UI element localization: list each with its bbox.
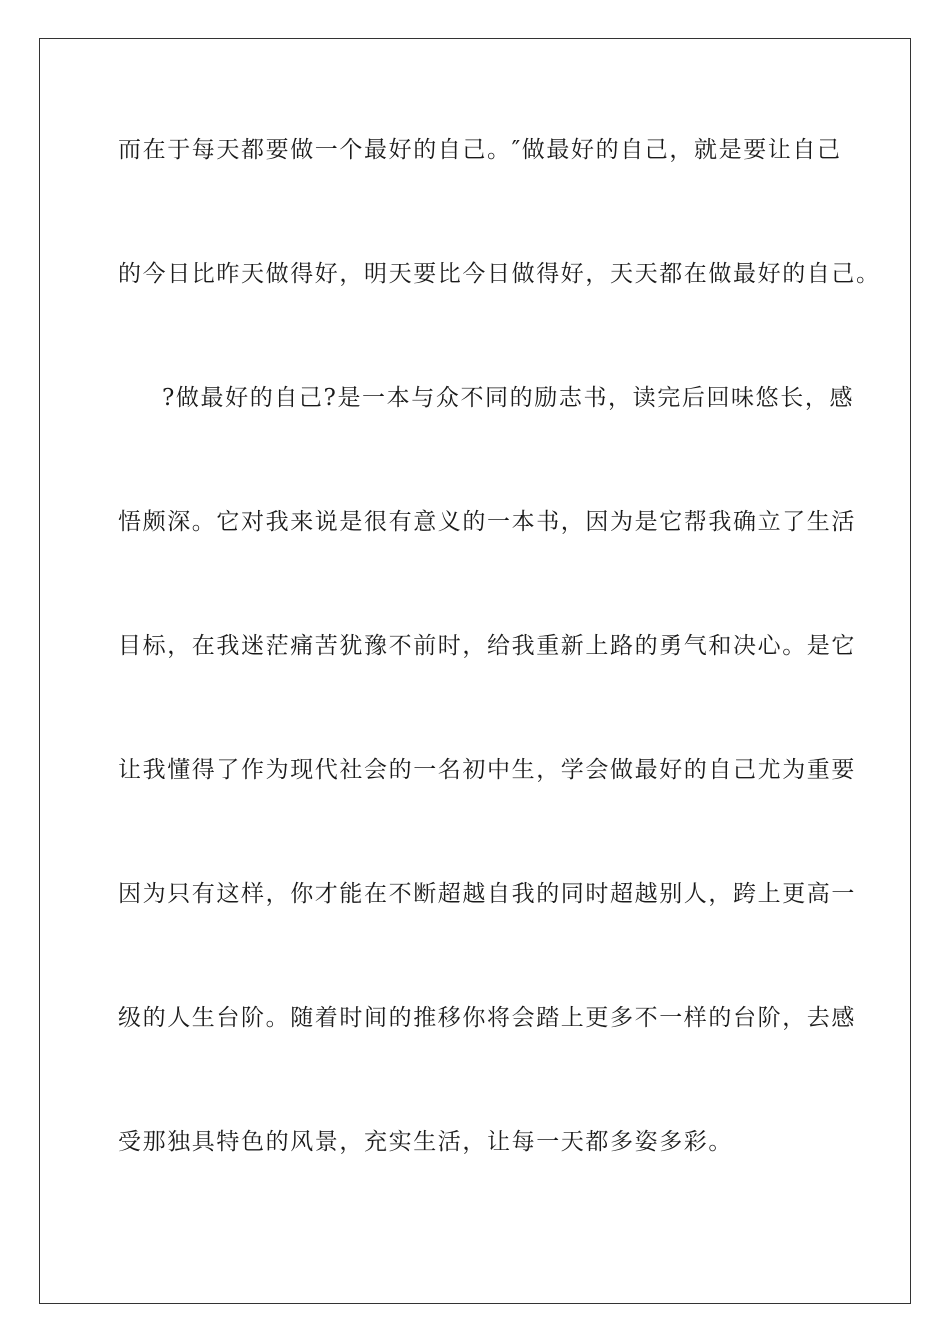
text-line-8: 级的人生台阶。随着时间的推移你将会踏上更多不一样的台阶，去感: [118, 1005, 856, 1031]
text-line-1: 而在于每天都要做一个最好的自己。″做最好的自己，就是要让自己: [118, 137, 842, 163]
text-line-7: 因为只有这样，你才能在不断超越自我的同时超越别人，跨上更高一: [118, 881, 856, 907]
text-line-9: 受那独具特色的风景，充实生活，让每一天都多姿多彩。: [118, 1129, 733, 1155]
text-line-5: 目标，在我迷茫痛苦犹豫不前时，给我重新上路的勇气和决心。是它: [118, 633, 856, 659]
text-line-2: 的今日比昨天做得好，明天要比今日做得好，天天都在做最好的自己。: [118, 261, 881, 287]
paragraph-start-line: ?做最好的自己?是一本与众不同的励志书，读完后回味悠长，感: [162, 385, 855, 411]
text-line-4: 悟颇深。它对我来说是很有意义的一本书，因为是它帮我确立了生活: [118, 509, 856, 535]
page-frame: [39, 38, 911, 1304]
text-line-6: 让我懂得了作为现代社会的一名初中生，学会做最好的自己尤为重要: [118, 757, 856, 783]
